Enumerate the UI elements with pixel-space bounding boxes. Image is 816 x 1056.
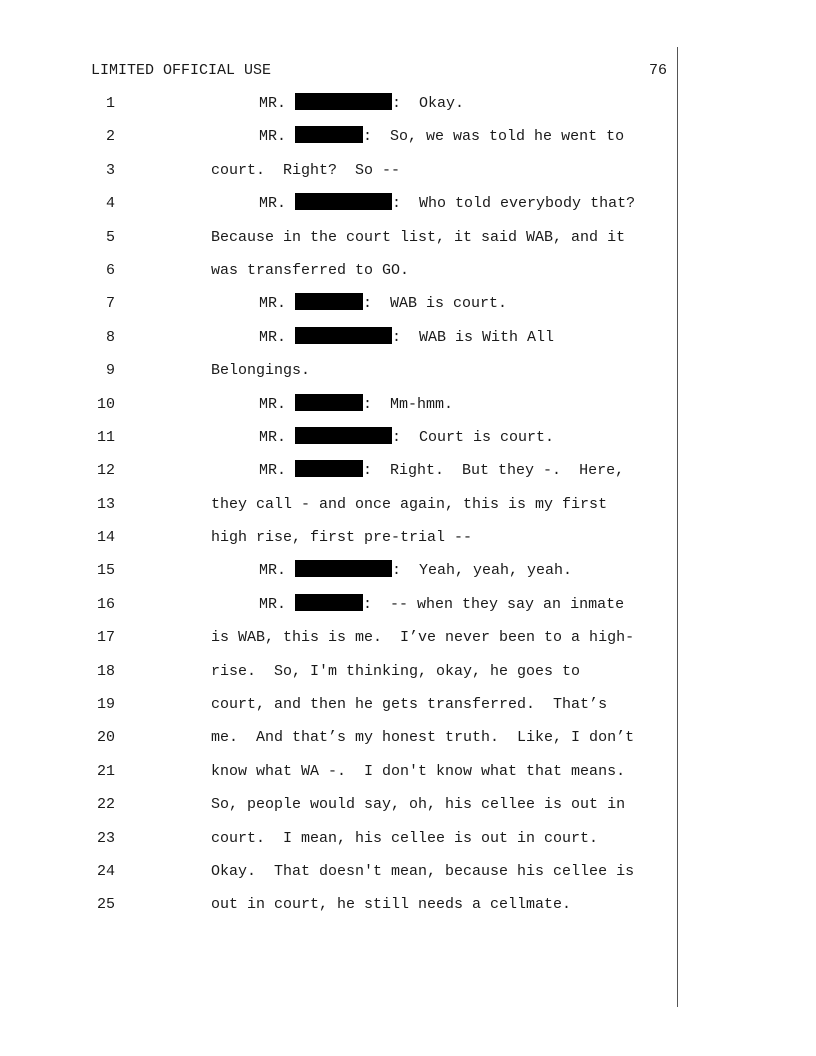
line-number: 7	[105, 295, 115, 313]
line-number: 25	[96, 896, 115, 914]
transcript-line	[0, 190, 816, 223]
speaker-title: MR.	[259, 95, 287, 112]
transcript-line	[0, 290, 816, 323]
continuation-line: me. And that’s my honest truth. Like, I don’t	[211, 729, 635, 747]
continuation-line: rise. So, I'm thinking, okay, he goes to	[211, 662, 581, 680]
transcript-line	[0, 858, 816, 891]
continuation-line: out in court, he still needs a cellmate.	[211, 896, 572, 914]
line-number: 9	[105, 362, 115, 380]
line-number: 11	[96, 428, 115, 446]
transcript-line	[0, 90, 816, 123]
redacted-name-block	[295, 394, 363, 411]
speaker-line	[259, 557, 572, 585]
line-number: 19	[96, 696, 115, 714]
speaker-line	[259, 90, 464, 118]
line-number: 5	[105, 228, 115, 246]
line-number: 4	[105, 195, 115, 213]
redacted-name-block	[295, 93, 392, 110]
transcript-line	[0, 491, 816, 524]
continuation-line: high rise, first pre-trial --	[211, 529, 473, 547]
line-number: 21	[96, 762, 115, 780]
speaker-title: MR.	[259, 195, 287, 213]
transcript-line	[0, 324, 816, 357]
utterance-text: : Yeah, yeah, yeah.	[392, 562, 573, 580]
speaker-title: MR.	[259, 595, 287, 613]
transcript-line	[0, 891, 816, 924]
speaker-title: MR.	[259, 295, 287, 313]
line-number: 1	[105, 95, 115, 112]
redacted-name-block	[295, 594, 363, 611]
transcript-line	[0, 691, 816, 724]
transcript-line	[0, 424, 816, 457]
continuation-line: court. I mean, his cellee is out in court.	[211, 829, 599, 847]
transcript-line	[0, 758, 816, 791]
speaker-line	[259, 290, 507, 318]
transcript-line	[0, 557, 816, 590]
utterance-text: : -- when they say an inmate	[363, 595, 625, 613]
redacted-name-block	[295, 460, 363, 477]
continuation-line: was transferred to GO.	[211, 261, 410, 279]
speaker-title: MR.	[259, 428, 287, 446]
transcript-line	[0, 658, 816, 691]
transcript-line	[0, 357, 816, 390]
speaker-line	[259, 424, 554, 452]
transcript-line	[0, 791, 816, 824]
speaker-title: MR.	[259, 462, 287, 480]
line-number: 20	[96, 729, 115, 747]
line-number: 17	[96, 629, 115, 647]
speaker-line	[259, 391, 453, 419]
speaker-title: MR.	[259, 328, 287, 346]
line-number: 12	[96, 462, 115, 480]
transcript-line	[0, 123, 816, 156]
line-number: 3	[105, 161, 115, 179]
transcript-line	[0, 825, 816, 858]
speaker-title: MR.	[259, 562, 287, 580]
utterance-text: : WAB is court.	[363, 295, 508, 313]
continuation-line: they call - and once again, this is my first	[211, 495, 608, 513]
page-number: 76	[648, 62, 667, 79]
continuation-line: So, people would say, oh, his cellee is out in	[211, 796, 626, 814]
transcript-line	[0, 391, 816, 424]
utterance-text: : Who told everybody that?	[392, 195, 636, 213]
continuation-line: court, and then he gets transferred. That’s	[211, 696, 608, 714]
redacted-name-block	[295, 293, 363, 310]
line-number: 22	[96, 796, 115, 814]
utterance-text: : WAB is With All	[392, 328, 555, 346]
redacted-name-block	[295, 126, 363, 143]
speaker-title: MR.	[259, 395, 287, 413]
redacted-name-block	[295, 427, 392, 444]
redacted-name-block	[295, 327, 392, 344]
transcript-line	[0, 624, 816, 657]
line-number: 8	[105, 328, 115, 346]
line-number: 2	[105, 128, 115, 146]
transcript-line	[0, 157, 816, 190]
page-header	[91, 61, 667, 81]
line-number: 14	[96, 529, 115, 547]
transcript-line	[0, 724, 816, 757]
line-number: 18	[96, 662, 115, 680]
line-number: 6	[105, 261, 115, 279]
speaker-line	[259, 457, 624, 485]
classification-label: LIMITED OFFICIAL USE	[91, 62, 272, 79]
utterance-text: : Right. But they -. Here,	[363, 462, 625, 480]
speaker-line	[259, 190, 635, 218]
transcript-line	[0, 591, 816, 624]
continuation-line: is WAB, this is me. I’ve never been to a high-	[211, 629, 635, 647]
continuation-line: court. Right? So --	[211, 161, 401, 179]
speaker-line	[259, 123, 624, 151]
transcript-line	[0, 224, 816, 257]
redacted-name-block	[295, 560, 392, 577]
transcript-line	[0, 524, 816, 557]
line-number: 16	[96, 595, 115, 613]
transcript-body	[0, 90, 816, 925]
continuation-line: Because in the court list, it said WAB, and it	[211, 228, 626, 246]
utterance-text: : So, we was told he went to	[363, 128, 625, 146]
line-number: 10	[96, 395, 115, 413]
speaker-line	[259, 324, 554, 352]
utterance-text: : Okay.	[392, 95, 465, 112]
speaker-title: MR.	[259, 128, 287, 146]
line-number: 23	[96, 829, 115, 847]
line-number: 13	[96, 495, 115, 513]
utterance-text: : Mm-hmm.	[363, 395, 454, 413]
transcript-line	[0, 257, 816, 290]
transcript-line	[0, 457, 816, 490]
continuation-line: Okay. That doesn't mean, because his cellee is	[211, 862, 635, 880]
redacted-name-block	[295, 193, 392, 210]
continuation-line: know what WA -. I don't know what that means.	[211, 762, 626, 780]
continuation-line: Belongings.	[211, 362, 311, 380]
speaker-line	[259, 591, 624, 619]
line-number: 15	[96, 562, 115, 580]
utterance-text: : Court is court.	[392, 428, 555, 446]
line-number: 24	[96, 862, 115, 880]
